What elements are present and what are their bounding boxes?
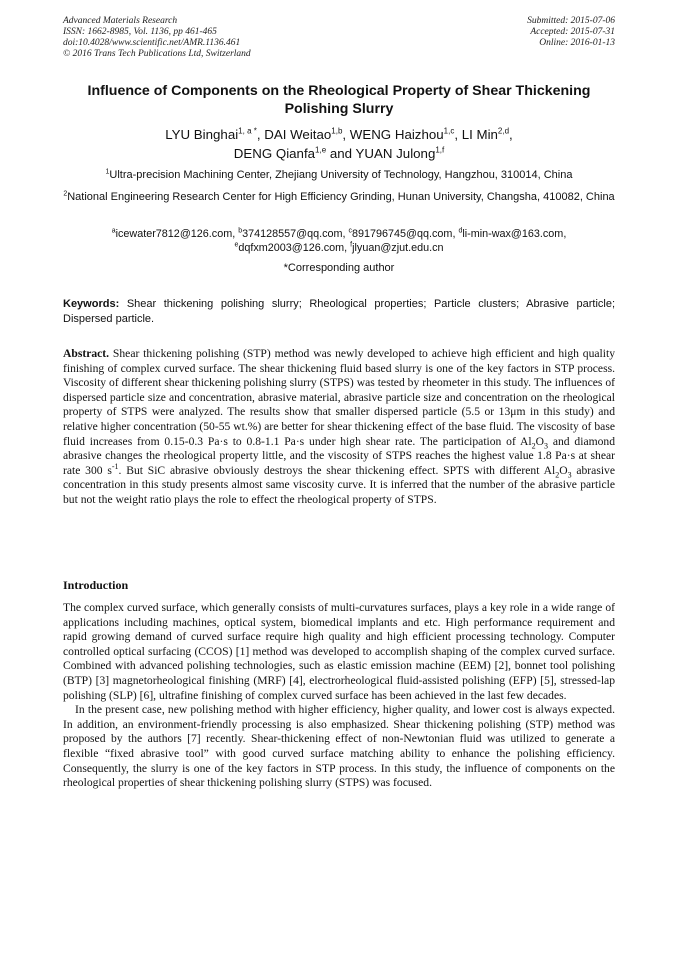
author-name: DAI Weitao bbox=[264, 127, 332, 142]
author-list: LYU Binghai$^{1, a *}$, DAI Weitao$^{1,b}$, WENG Haizhou$^{1,c}$, LI Min$^{2,d}$, DENG Qianfa$^{1,e}$ and YUAN Julong$^{1,f}$ bbox=[165, 126, 513, 161]
author-affiliation-mark: 1,f bbox=[435, 145, 445, 155]
affiliation: $^1$Ultra-precision Machining Center, Zhejiang University of Technology, Hangzhou, 310014, China bbox=[105, 168, 573, 181]
author-emails: $^a$icewater7812@126.com, $^b$374128557@qq.com, $^c$891796745@qq.com, $^d$li-min-wax@163.com, $^e$dqfxm2003@126.com, $^f$jlyuan@zjut.edu.cn bbox=[111, 227, 567, 254]
email-link[interactable]: 374128557@qq.com bbox=[242, 228, 343, 240]
author-affiliation-mark: 1,e bbox=[315, 145, 327, 155]
author-name: LYU Binghai bbox=[165, 127, 239, 142]
email-link[interactable]: 891796745@qq.com bbox=[352, 228, 453, 240]
email-link[interactable]: dqfxm2003@126.com bbox=[238, 242, 345, 254]
author-name: DENG Qianfa bbox=[233, 146, 316, 161]
keywords-text: Shear thickening polishing slurry; Rheological properties; Particle clusters; Abrasive particle; Dispersed particle. bbox=[63, 298, 616, 325]
abstract-paragraph: Abstract. Shear thickening polishing (STP) method was newly developed to achieve high efficient and high quality finishing of complex curved surface. The shear thickening fluid based slurry is one of the key factors in STP process. Viscosity of different shear thickening polishing slurry (STPS) was tested by rheometer in this study. The influences of dispersed particle size and concentration, abrasive material, abrasive particle size and concentration on the rheological property of STPS were analyzed. The results show that smaller dispersed particle (5.5 or 13μm in this study) and relative higher concentration (50-55 wt.%) are better for shear thickening effect of the base fluid. The viscosity of base fluid increases from 0.15-0.3 Pa·s to 0.8-1.1 Pa·s under high shear rate. The participation of $Al_2O_3$ and diamond abrasive changes the rheological property little, and the viscosity of STPS reaches the highest value 1.8 Pa·s at shear rate 300 $s^{-1}$. But SiC abrasive obviously destroys the shear thickening effect. SPTS with different $Al_2O_3$ abrasive concentration in this study presents almost same viscosity curve. It is inferred that the number of the abrasive particle but not the weight ratio plays the role to effect the rheological property of STPS. bbox=[63, 347, 616, 506]
corresponding-author-note: *Corresponding author bbox=[283, 262, 395, 274]
keywords-label: Keywords: bbox=[63, 298, 120, 310]
author-name: LI Min bbox=[461, 127, 498, 142]
journal-copyright: © 2016 Trans Tech Publications Ltd, Switzerland bbox=[63, 49, 251, 59]
author-affiliation-mark: 1, a * bbox=[238, 126, 257, 136]
date-submitted: Submitted: 2015-07-06 bbox=[527, 16, 615, 26]
date-online: Online: 2016-01-13 bbox=[539, 38, 615, 48]
abstract-label: Abstract. bbox=[63, 347, 110, 360]
body-paragraph: The complex curved surface, which generally consists of multi-curvatures surfaces, plays a key role in a wide range of applications including machines, optical system, biomedical implants and etc. High performance requirement and rapid growing demand of curved surface require high quality and high efficient processing technology. Computer controlled optical surfacing (CCOS) [1] method was developed to accomplish shaping of the complex curved surface. Combined with advanced polishing technologies, such as elastic emission machine (EEM) [2], bonnet tool polishing (BTP) [3] magnetorheological finishing (MRF) [4], electrorheological fluid-assisted polishing (EFP) [5], stressed-lap polishing (SLP) [6], ultrafine finishing of complex curved surface has been achieved in the last few decades. bbox=[63, 601, 615, 702]
abstract-section bbox=[63, 347, 615, 508]
journal-issn: ISSN: 1662-8985, Vol. 1136, pp 461-465 bbox=[63, 27, 217, 37]
email-link[interactable]: jlyuan@zjut.edu.cn bbox=[352, 242, 444, 254]
introduction-heading: Introduction bbox=[63, 578, 129, 592]
email-link[interactable]: li-min-wax@163.com bbox=[462, 228, 564, 240]
author-affiliation-mark: 2,d bbox=[497, 126, 510, 136]
date-accepted: Accepted: 2015-07-31 bbox=[530, 27, 615, 37]
keywords-section bbox=[63, 297, 615, 327]
paper-title: Influence of Components on the Rheological Property of Shear Thickening Polishing Slurry bbox=[87, 83, 591, 117]
author-name: WENG Haizhou bbox=[349, 127, 444, 142]
email-link[interactable]: icewater7812@126.com bbox=[115, 228, 233, 240]
journal-name: Advanced Materials Research bbox=[63, 16, 178, 26]
author-name: YUAN Julong bbox=[355, 146, 436, 161]
body-paragraph: In the present case, new polishing method with higher efficiency, higher quality, and lower cost is always expected. In addition, an environment-friendly processing is also emphasized. Shear thickening polishing (STP) method was proposed by the authors [7] recently. Shear-thickening effect of non-Newtonian fluid was utilized to generate a flexible “fixed abrasive tool” with good curved surface matching ability to enhance the polishing efficiency. Consequently, the slurry is one of the key factors in STP process. In this study, the influence of components on the rheological properties of shear thickening polishing slurry (STPS) was focused. bbox=[63, 703, 615, 790]
introduction-section bbox=[63, 601, 615, 791]
author-affiliation-mark: 1,b bbox=[331, 126, 343, 136]
journal-info bbox=[63, 16, 251, 60]
author-affiliation-mark: 1,c bbox=[443, 126, 455, 136]
affiliation: $^2$National Engineering Research Center for High Efficiency Grinding, Hunan University, Changsha, 410082, China bbox=[63, 190, 615, 203]
journal-doi: doi:10.4028/www.scientific.net/AMR.1136.461 bbox=[63, 38, 241, 48]
publication-dates bbox=[527, 16, 615, 49]
